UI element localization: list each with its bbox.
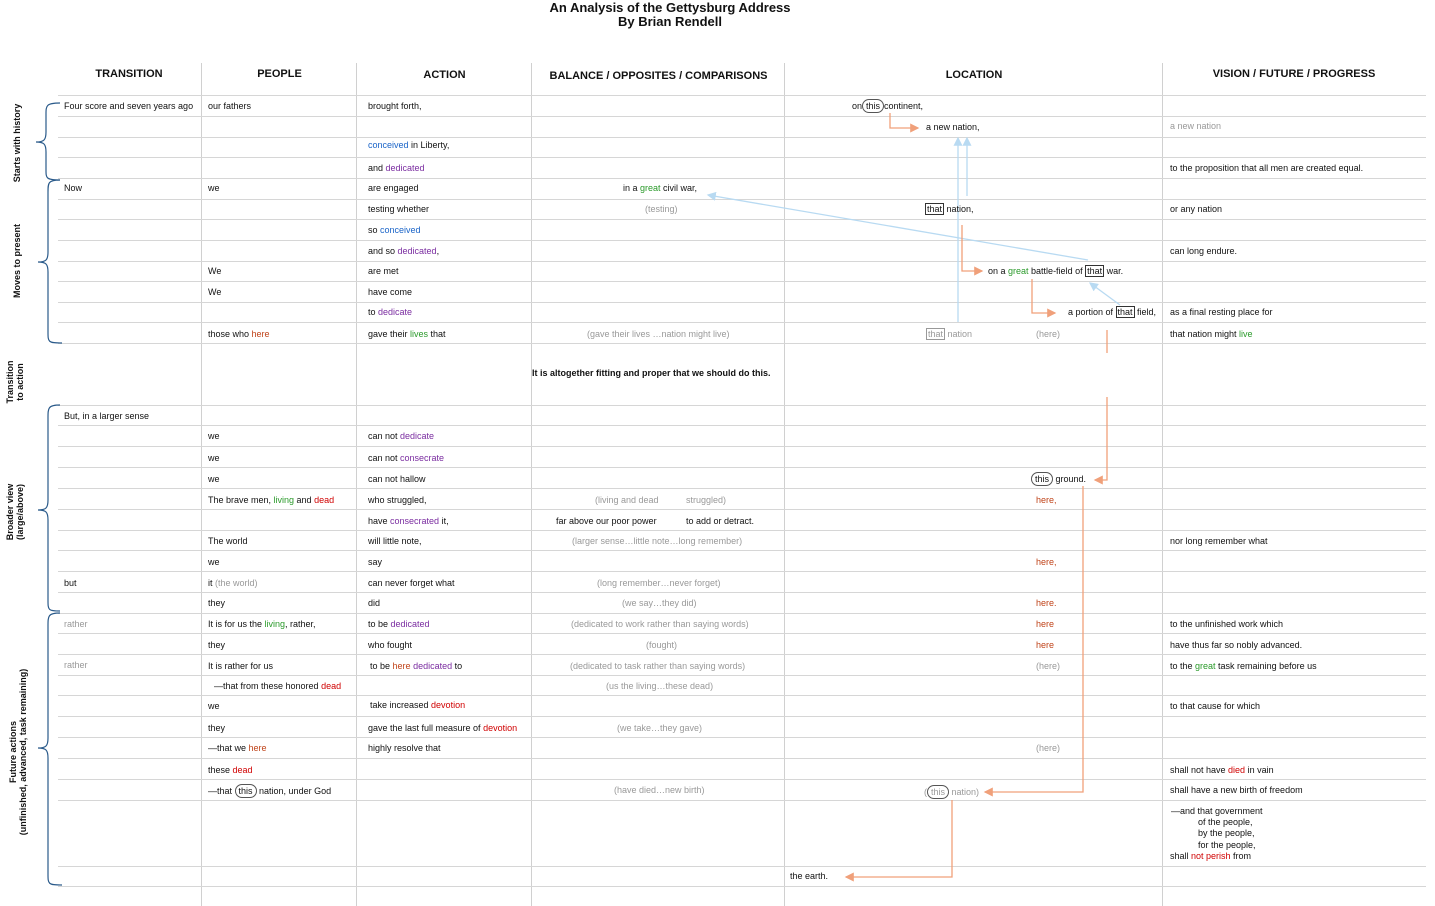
r9-action: are met (368, 266, 399, 276)
r11-location-that: that (1117, 307, 1133, 317)
section-label-broader (5, 467, 25, 557)
r9-people: We (208, 266, 222, 276)
row-divider (58, 571, 1426, 572)
r5-people: we (208, 183, 220, 193)
b4-action: can not hallow (368, 474, 426, 484)
r11-vision: as a final resting place for (1170, 307, 1273, 317)
r11-action-a: to (368, 307, 379, 317)
f3-balance: (dedicated to task rather than saying words) (570, 661, 746, 671)
b5-location: here, (1036, 495, 1057, 505)
header-location: LOCATION (945, 69, 1003, 81)
f4-people (214, 681, 341, 692)
f1-people-b: living (264, 619, 286, 629)
row-divider (58, 509, 1426, 510)
r1-action: brought forth, (368, 101, 422, 111)
r11-action-b: dedicate (378, 307, 413, 317)
f9-vision: shall have a new birth of freedom (1170, 785, 1303, 795)
f2-action: who fought (368, 640, 413, 650)
r6-location-b: nation, (944, 204, 974, 214)
f2-vision: have thus far so nobly advanced. (1170, 640, 1303, 650)
r5-balance-a: in a (623, 183, 641, 193)
r9-location-c: battle-field of (1028, 266, 1086, 276)
f1-location: here (1036, 619, 1055, 629)
r10-people: We (208, 287, 222, 297)
f4-balance: (us the living…these dead) (606, 681, 714, 691)
header-transition: TRANSITION (95, 68, 163, 80)
b8-people: we (208, 557, 220, 567)
b7-vision: nor long remember what (1170, 536, 1268, 546)
r6-vision: or any nation (1170, 204, 1223, 214)
row-divider (58, 886, 1426, 887)
header-balance: BALANCE / OPPOSITES / COMPARISONS (549, 70, 768, 82)
f10-vision-line1: —and that government (1171, 806, 1263, 816)
b3-action-a: can not (368, 453, 401, 463)
row-divider (58, 261, 1426, 262)
r12-balance: (gave their lives …nation might live) (587, 329, 730, 339)
f9-people-this: this (235, 784, 257, 798)
f3-vision (1170, 661, 1317, 672)
r12-action-a: gave their (368, 329, 411, 339)
b2-action-a: can not (368, 431, 401, 441)
f7-people (208, 743, 267, 754)
row-divider (58, 343, 1426, 344)
row-divider (58, 240, 1426, 241)
f10-vision-line5-b: not perish (1191, 851, 1231, 861)
r12-vision-a: that nation might (1170, 329, 1240, 339)
f1-balance: (dedicated to work rather than saying words) (571, 619, 749, 629)
r12-location (926, 329, 972, 340)
f1-vision: to the unfinished work which (1170, 619, 1284, 629)
r12-people (208, 329, 270, 340)
section-label-transition (5, 347, 25, 417)
r12-people-a: those who (208, 329, 252, 339)
r11-location-b: field, (1134, 307, 1157, 317)
row-divider (58, 716, 1426, 717)
r11-action (368, 307, 412, 318)
f7-people-b: here (248, 743, 267, 753)
row-divider (58, 157, 1426, 158)
r5-transition: Now (64, 183, 83, 193)
f9-balance: (have died…new birth) (614, 785, 705, 795)
f6-action-b: devotion (483, 723, 518, 733)
f7-people-a: —that we (208, 743, 249, 753)
row-divider (58, 758, 1426, 759)
f9-people (208, 786, 331, 797)
b6-action-c: it, (439, 516, 449, 526)
f8-vision-a: shall not have (1170, 765, 1229, 775)
r5-balance-c: civil war, (660, 183, 698, 193)
f1-action-a: to be (368, 619, 391, 629)
row-divider (58, 467, 1426, 468)
row-divider (58, 695, 1426, 696)
b6-action-b: consecrated (390, 516, 440, 526)
r7-action-b: conceived (380, 225, 421, 235)
r12-vision-b: live (1239, 329, 1253, 339)
b5-people-b: living (273, 495, 295, 505)
f1-action (368, 619, 430, 630)
r6-location-that: that (927, 204, 943, 214)
b9-transition: but (64, 578, 77, 588)
b9-people-a: it (208, 578, 216, 588)
b2-action-b: dedicate (400, 431, 435, 441)
f1-people-c: , rather, (285, 619, 316, 629)
r5-action: are engaged (368, 183, 419, 193)
b10-location: here. (1036, 598, 1057, 608)
f5-people: we (208, 701, 220, 711)
r3-action (368, 140, 449, 151)
header-vision: VISION / FUTURE / PROGRESS (1212, 68, 1376, 80)
f9-location-a: ( (924, 787, 927, 797)
r1-transition: Four score and seven years ago (64, 101, 194, 111)
header-action: ACTION (423, 69, 466, 81)
r12-location-that: that (928, 329, 944, 339)
b4-location-this: this (1031, 472, 1053, 486)
r1-location-a: on (852, 101, 863, 111)
section-label-future (8, 662, 28, 842)
row-divider (58, 800, 1426, 801)
b5-people (208, 495, 334, 506)
section-label-transition-line2: to action (15, 363, 25, 401)
header-people: PEOPLE (257, 68, 302, 80)
b5-people-d: dead (314, 495, 335, 505)
f1-action-b: dedicated (390, 619, 430, 629)
r4-action-b: dedicated (385, 163, 425, 173)
row-divider (58, 425, 1426, 426)
row-divider (58, 654, 1426, 655)
b1-transition: But, in a larger sense (64, 411, 150, 421)
f9-people-a: —that (208, 786, 235, 796)
b5-people-a: The brave men, (208, 495, 274, 505)
transition-sentence: It is altogether fitting and proper that we should do this. (532, 368, 771, 378)
r1-location-this: this (862, 99, 884, 113)
r12-vision (1170, 329, 1253, 340)
f8-people-b: dead (232, 765, 253, 775)
b4-location (1031, 474, 1086, 485)
f2-location: here (1036, 640, 1055, 650)
row-divider (58, 199, 1426, 200)
row-divider (58, 866, 1426, 867)
f8-people (208, 765, 253, 776)
f9-location (924, 787, 979, 798)
r6-location (925, 204, 974, 215)
f2-people: they (208, 640, 226, 650)
b3-action-b: consecrate (400, 453, 445, 463)
f1-transition: rather (64, 619, 88, 629)
row-divider (58, 550, 1426, 551)
b6-action (368, 516, 449, 527)
b4-location-b: ground. (1053, 474, 1087, 484)
row-divider (58, 779, 1426, 780)
section-label-future-line1: Future actions (8, 721, 18, 784)
b4-people: we (208, 474, 220, 484)
f3-action-b: here (392, 661, 411, 671)
r12-location-here: (here) (1036, 329, 1061, 339)
f3-action-a: to be (370, 661, 393, 671)
b3-people: we (208, 453, 220, 463)
r2-vision: a new nation (1170, 121, 1222, 131)
r4-action-a: and (368, 163, 386, 173)
r4-action (368, 163, 425, 174)
section-label-future-line2: (unfinished, advanced, task remaining) (18, 668, 28, 836)
f7-action: highly resolve that (368, 743, 441, 753)
f6-people: they (208, 723, 226, 733)
bracket-broader (38, 405, 60, 611)
arrow-that-nation-to-battlefield (962, 225, 982, 271)
row-divider (58, 446, 1426, 447)
r6-balance: (testing) (645, 204, 678, 214)
b10-action: did (368, 598, 381, 608)
b7-balance: (larger sense…little note…long remember) (572, 536, 743, 546)
r1-location-b: continent, (884, 101, 924, 111)
row-divider (58, 281, 1426, 282)
f8-vision (1170, 765, 1274, 776)
f8-vision-c: in vain (1245, 765, 1274, 775)
b5-action: who struggled, (368, 495, 427, 505)
r8-action-a: and so (368, 246, 398, 256)
b9-action: can never forget what (368, 578, 455, 588)
row-divider (58, 95, 1426, 96)
f3-action-e: to (452, 661, 463, 671)
r11-location-a: a portion of (1068, 307, 1116, 317)
f10-vision-line5-a: shall (1170, 851, 1192, 861)
section-label-broader-line1: Broader view (5, 483, 15, 541)
row-divider (58, 592, 1426, 593)
r3-action-b: in Liberty, (408, 140, 450, 150)
arrow-here-to-this-nation (985, 486, 1083, 792)
f1-people-a: It is for us the (208, 619, 265, 629)
r5-balance (623, 183, 697, 194)
b9-people (208, 578, 258, 589)
r5-balance-b: great (640, 183, 661, 193)
r1-people: our fathers (208, 101, 252, 111)
f10-vision-line2: of the people, (1198, 817, 1253, 827)
b9-people-b: (the world) (215, 578, 258, 588)
r1-location (852, 101, 923, 112)
f1-people (208, 619, 316, 630)
f3-vision-b: great (1195, 661, 1216, 671)
b6-balance-b: to add or detract. (686, 516, 755, 526)
f3-transition: rather (64, 660, 88, 670)
f3-people: It is rather for us (208, 661, 274, 671)
f5-action (370, 700, 465, 711)
f3-location: (here) (1036, 661, 1061, 671)
r10-action: have come (368, 287, 413, 297)
r4-vision: to the proposition that all men are created equal. (1170, 163, 1364, 173)
f10-vision-line5-c: from (1230, 851, 1252, 861)
f6-balance: (we take…they gave) (617, 723, 703, 733)
b5-balance-b: struggled) (686, 495, 727, 505)
b8-location: here, (1036, 557, 1057, 567)
r9-location (988, 266, 1123, 277)
r12-action-c: that (428, 329, 446, 339)
section-label-broader-line2: (large/above) (15, 483, 25, 541)
f5-action-b: devotion (431, 700, 466, 710)
b10-balance: (we say…they did) (622, 598, 697, 608)
b2-people: we (208, 431, 220, 441)
b5-balance-a: (living and dead (595, 495, 659, 505)
f5-vision: to that cause for which (1170, 701, 1261, 711)
r8-action-c: , (436, 246, 440, 256)
row-divider (58, 137, 1426, 138)
f3-action (370, 661, 462, 672)
r3-action-a: conceived (368, 140, 409, 150)
r12-location-b: nation (945, 329, 973, 339)
row-divider (58, 488, 1426, 489)
row-divider (58, 675, 1426, 676)
f8-people-a: these (208, 765, 233, 775)
section-label-present: Moves to present (12, 223, 22, 299)
r7-action (368, 225, 421, 236)
r6-action: testing whether (368, 204, 430, 214)
f10-vision-line5 (1170, 851, 1251, 862)
b7-people: The world (208, 536, 248, 546)
row-divider (58, 405, 1426, 406)
f5-action-a: take increased (370, 700, 432, 710)
r8-vision: can long endure. (1170, 246, 1238, 256)
section-label-history: Starts with history (12, 103, 22, 183)
arrow-battlefield-to-portion (1032, 279, 1055, 313)
b9-balance: (long remember…never forget) (597, 578, 721, 588)
row-divider (58, 302, 1426, 303)
b8-action: say (368, 557, 383, 567)
f4-people-b: dead (321, 681, 342, 691)
r2-location: a new nation, (926, 122, 980, 132)
b5-people-c: and (294, 495, 315, 505)
row-divider (58, 322, 1426, 323)
f7-location: (here) (1036, 743, 1061, 753)
f3-vision-c: task remaining before us (1215, 661, 1317, 671)
row-divider (58, 116, 1426, 117)
r9-location-a: on a (988, 266, 1009, 276)
row-divider (58, 737, 1426, 738)
row-divider (58, 530, 1426, 531)
b6-balance-a: far above our poor power (556, 516, 657, 526)
row-divider (58, 219, 1426, 220)
page-byline: By Brian Rendell (617, 14, 723, 29)
r9-location-d: war. (1104, 266, 1124, 276)
f6-action-a: gave the last full measure of (368, 723, 484, 733)
r12-people-b: here (251, 329, 270, 339)
r7-action-a: so (368, 225, 381, 235)
b2-action (368, 431, 434, 442)
f4-people-a: —that from these honored (214, 681, 322, 691)
r8-action (368, 246, 439, 257)
f10-vision-line3: by the people, (1198, 828, 1255, 838)
row-divider (58, 613, 1426, 614)
arrow-that-war-to-civil-war (708, 195, 1088, 260)
b6-action-a: have (368, 516, 391, 526)
r11-location (1068, 307, 1156, 318)
f10-vision-line4: for the people, (1198, 840, 1256, 850)
section-label-transition-line1: Transition (5, 360, 15, 404)
r8-action-b: dedicated (397, 246, 437, 256)
row-divider (58, 633, 1426, 634)
r9-location-that: that (1087, 266, 1103, 276)
b10-people: they (208, 598, 226, 608)
page-title: An Analysis of the Gettysburg Address (549, 0, 791, 15)
b7-action: will little note, (368, 536, 422, 546)
f3-action-d: dedicated (413, 661, 453, 671)
f3-vision-a: to the (1170, 661, 1196, 671)
r12-action-b: lives (410, 329, 429, 339)
row-divider (58, 178, 1426, 179)
f9-location-b: nation) (949, 787, 980, 797)
r9-location-b: great (1008, 266, 1029, 276)
b3-action (368, 453, 444, 464)
f9-people-b: nation, under God (256, 786, 332, 796)
f6-action (368, 723, 517, 734)
r12-action (368, 329, 446, 340)
bracket-history (36, 103, 60, 180)
f11-location: the earth. (790, 871, 829, 881)
f2-balance: (fought) (646, 640, 678, 650)
f8-vision-b: died (1228, 765, 1246, 775)
f9-location-this: this (927, 785, 949, 799)
